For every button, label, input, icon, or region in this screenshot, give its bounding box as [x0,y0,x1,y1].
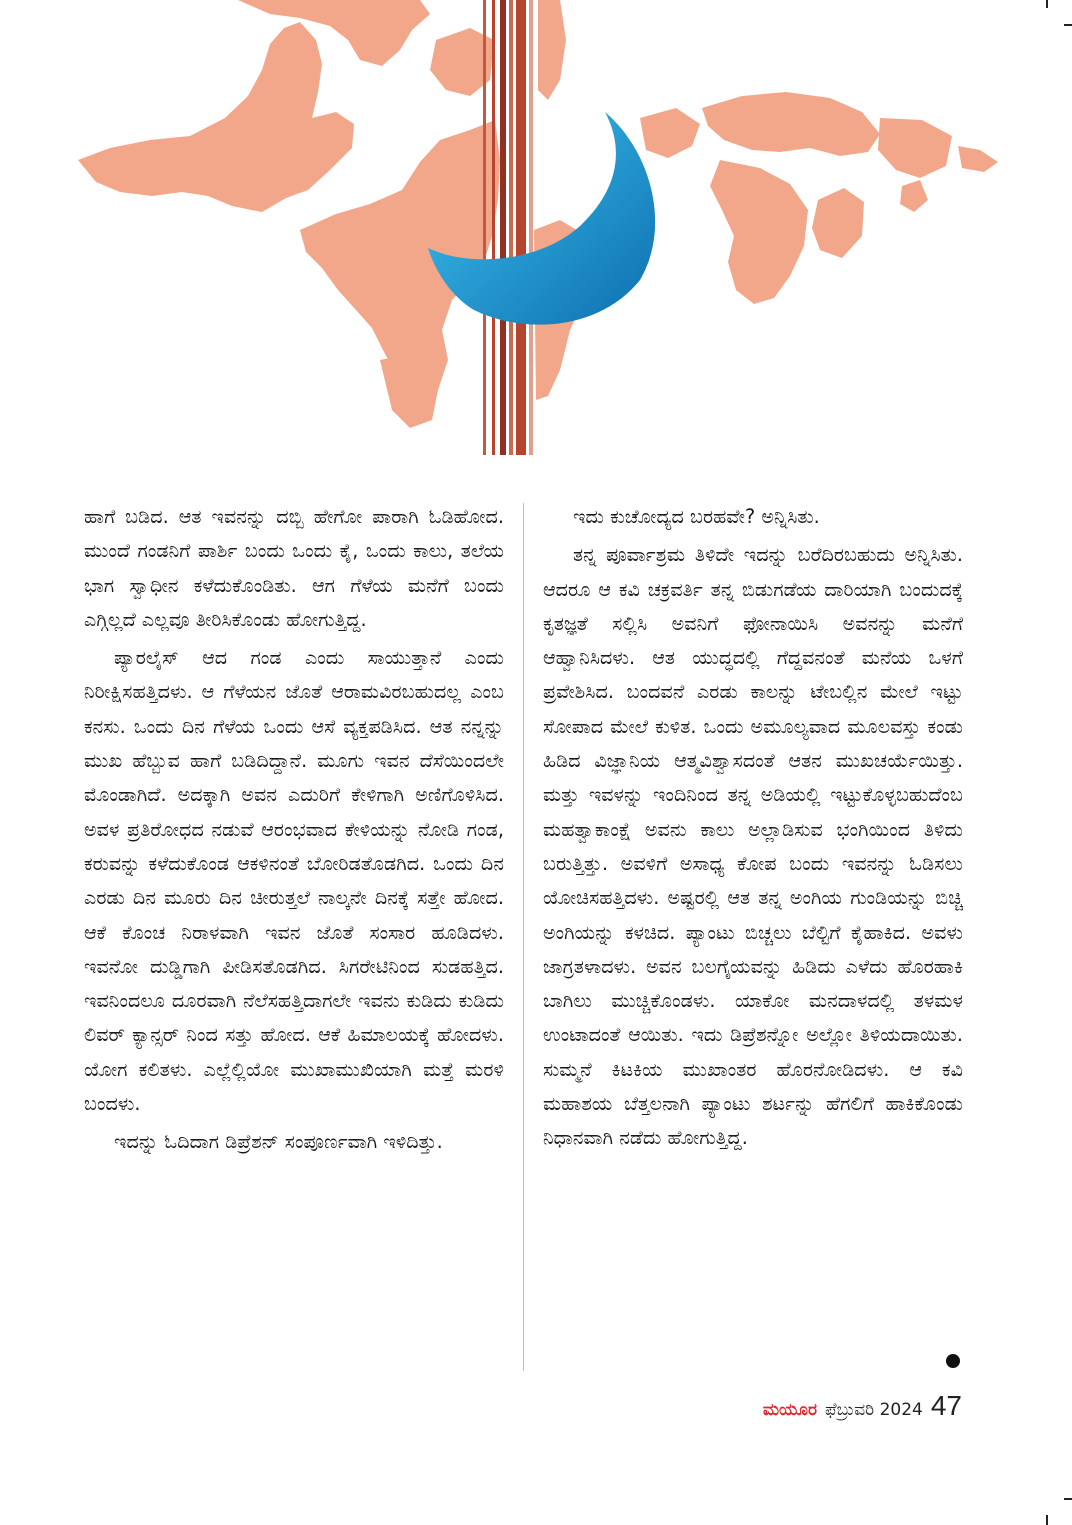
column-divider [523,503,524,1371]
crescent-moon-map-illustration [0,0,1072,470]
paragraph: ಹಾಗೆ ಬಡಿದ. ಆತ ಇವನನ್ನು ದಬ್ಬಿ ಹೇಗೋ ಪಾರಾಗಿ ಓಡಿಹೋದ. ಮುಂದೆ ಗಂಡನಿಗೆ ಪಾರ್ಶಿ ಬಂದು ಒಂದು ಕೈ, ಒಂದು ಕಾಲು, ತಲೆಯ ಭಾಗ ಸ್ವಾಧೀನ ಕಳೆದುಕೊಂಡಿತು. ಆಗ ಗೆಳೆಯ ಮನೆಗೆ ಬಂದು ಎಗ್ಗಿಲ್ಲದೆ ಎಲ್ಲವೂ ತೀರಿಸಿಕೊಂಡು ಹೋಗುತ್ತಿದ್ದ. [84,505,504,631]
crop-mark [1046,1515,1048,1525]
paragraph: ಇದನ್ನು ಓದಿದಾಗ ಡಿಪ್ರೆಶನ್ ಸಂಪೂರ್ಣವಾಗಿ ಇಳಿದಿತ್ತು. [114,1130,443,1154]
paragraph: ಪ್ಯಾರಲೈಸ್ ಆದ ಗಂಡ ಎಂದು ಸಾಯುತ್ತಾನೆ ಎಂದು ನಿರೀಕ್ಷಿಸಹತ್ತಿದಳು. ಆ ಗೆಳೆಯನ ಜೊತೆ ಆರಾಮವಿರಬಹುದಲ್ಲ ಎಂಬ ಕನಸು. ಒಂದು ದಿನ ಗೆಳೆಯ ಒಂದು ಆಸೆ ವ್ಯಕ್ತಪಡಿಸಿದ. ಆತ ನನ್ನನ್ನು ಮುಖ ಹೆಬ್ಬುವ ಹಾಗೆ ಬಡಿದಿದ್ದಾನೆ. ಮೂಗು ಇವನ ದೆಸೆಯಿಂದಲೇ ಮೊಂಡಾಗಿದೆ. ಅದಕ್ಕಾಗಿ ಅವನ ಎದುರಿಗೆ ಕೇಳಿಗಾಗಿ ಅಣಿಗೊಳಿಸಿದ. ಅವಳ ಪ್ರತಿರೋಧದ ನಡುವೆ ಆರಂಭವಾದ ಕೇಳಿಯನ್ನು ನೋಡಿ ಗಂಡ, ಕರುವನ್ನು ಕಳೆದುಕೊಂಡ ಆಕಳಿನಂತೆ ಬೋರಿಡತೊಡಗಿದ. ಒಂದು ದಿನ ಎರಡು ದಿನ ಮೂರು ದಿನ ಚೀರುತ್ತಲೆ ನಾಲ್ಕನೇ ದಿನಕ್ಕೆ ಸತ್ತೇ ಹೋದ. ಆಕೆ ಕೊಂಚ ನಿರಾಳವಾಗಿ ಇವನ ಜೊತೆ ಸಂಸಾರ ಹೂಡಿದಳು. ಇವನೋ ದುಡ್ಡಿಗಾಗಿ ಪೀಡಿಸತೊಡಗಿದ. ಸಿಗರೇಟಿನಿಂದ ಸುಡಹತ್ತಿದ. ಇವನಿಂದಲೂ ದೂರವಾಗಿ ನೆಲೆಸಹತ್ತಿದಾಗಲೇ ಇವನು ಕುಡಿದು ಕುಡಿದು ಲಿವರ್ ಕ್ಯಾನ್ಸರ್ ನಿಂದ ಸತ್ತು ಹೋದ. ಆಕೆ ಹಿಮಾಲಯಕ್ಕೆ ಹೋದಳು. ಯೋಗ ಕಲಿತಳು. ಎಲ್ಲೆಲ್ಲಿಯೋ ಮುಖಾಮುಖಿಯಾಗಿ ಮತ್ತೆ ಮರಳಿ ಬಂದಳು. [84,646,504,1116]
page-number: 47 [930,1390,962,1421]
magazine-brand: ಮಯೂರ [762,1400,818,1420]
map-islands [78,0,998,428]
page-footer [763,1390,962,1422]
issue-date: ಫೆಬ್ರುವರಿ 2024 [825,1400,923,1420]
paragraph: ಇದು ಕುಚೋದ್ಯದ ಬರಹವೇ? ಅನ್ನಿಸಿತು. [573,505,820,528]
article-column-left [84,500,504,1164]
crop-mark [1064,1498,1072,1500]
end-of-article-mark [946,1354,960,1368]
article-column-right [543,500,963,1160]
paragraph: ತನ್ನ ಪೂರ್ವಾಶ್ರಮ ತಿಳಿದೇ ಇದನ್ನು ಬರೆದಿರಬಹುದು ಅನ್ನಿಸಿತು. ಆದರೂ ಆ ಕವಿ ಚಕ್ರವರ್ತಿ ತನ್ನ ಬಿಡುಗಡೆಯ ದಾರಿಯಾಗಿ ಬಂದುದಕ್ಕೆ ಕೃತಜ್ಞತೆ ಸಲ್ಲಿಸಿ ಅವನಿಗೆ ಫೋನಾಯಿಸಿ ಅವನನ್ನು ಮನೆಗೆ ಆಹ್ವಾನಿಸಿದಳು. ಆತ ಯುದ್ಧದಲ್ಲಿ ಗೆದ್ದವನಂತೆ ಮನೆಯ ಒಳಗೆ ಪ್ರವೇಶಿಸಿದ. ಬಂದವನೆ ಎರಡು ಕಾಲನ್ನು ಟೇಬಲ್ಲಿನ ಮೇಲೆ ಇಟ್ಟು ಸೋಪಾದ ಮೇಲೆ ಕುಳಿತ. ಒಂದು ಅಮೂಲ್ಯವಾದ ಮೂಲವಸ್ತು ಕಂಡು ಹಿಡಿದ ವಿಜ್ಞಾನಿಯ ಆತ್ಮವಿಶ್ವಾಸದಂತೆ ಆತನ ಮುಖಚರ್ಯೆಯಿತ್ತು. ಮತ್ತು ಇವಳನ್ನು ಇಂದಿನಿಂದ ತನ್ನ ಅಡಿಯಲ್ಲಿ ಇಟ್ಟುಕೊಳ್ಳಬಹುದೆಂಬ ಮಹತ್ವಾಕಾಂಕ್ಷೆ ಅವನು ಕಾಲು ಅಲ್ಲಾಡಿಸುವ ಭಂಗಿಯಿಂದ ತಿಳಿದು ಬರುತ್ತಿತ್ತು. ಅವಳಿಗೆ ಅಸಾಧ್ಯ ಕೋಪ ಬಂದು ಇವನನ್ನು ಓಡಿಸಲು ಯೋಚಿಸಹತ್ತಿದಳು. ಅಷ್ಟರಲ್ಲಿ ಆತ ತನ್ನ ಅಂಗಿಯ ಗುಂಡಿಯನ್ನು ಬಿಚ್ಚಿ ಅಂಗಿಯನ್ನು ಕಳಚಿದ. ಪ್ಯಾಂಟು ಬಿಚ್ಚಲು ಬೆಲ್ಟಿಗೆ ಕೈಹಾಕಿದ. ಅವಳು ಜಾಗ್ರತಳಾದಳು. ಅವನ ಬಲಗೈಯವನ್ನು ಹಿಡಿದು ಎಳೆದು ಹೊರಹಾಕಿ ಬಾಗಿಲು ಮುಚ್ಚಿಕೊಂಡಳು. ಯಾಕೋ ಮನದಾಳದಲ್ಲಿ ತಳಮಳ ಉಂಟಾದಂತೆ ಆಯಿತು. ಇದು ಡಿಪ್ರೆಶನ್ನೋ ಅಲ್ಲೋ ತಿಳಿಯದಾಯಿತು. ಸುಮ್ಮನೆ ಕಿಟಕಿಯ ಮುಖಾಂತರ ಹೊರನೋಡಿದಳು. ಆ ಕವಿ ಮಹಾಶಯ ಬೆತ್ತಲನಾಗಿ ಪ್ಯಾಂಟು ಶರ್ಟನ್ನು ಹೆಗಲಿಗೆ ಹಾಕಿಕೊಂಡು ನಿಧಾನವಾಗಿ ನಡೆದು ಹೋಗುತ್ತಿದ್ದ. [543,543,963,1150]
